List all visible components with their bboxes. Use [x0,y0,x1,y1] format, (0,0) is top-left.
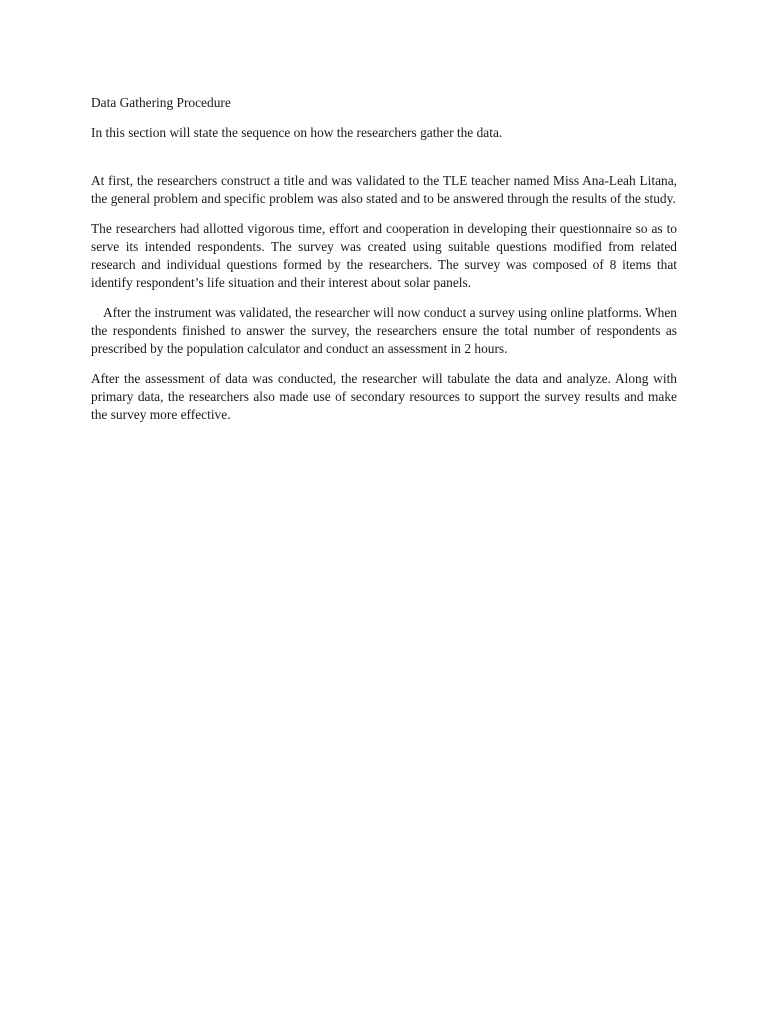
document-body [91,94,677,436]
paragraph-questionnaire: The researchers had allotted vigorous time, effort and cooperation in developing their questionnaire so as to serve its intended respondents. The survey was created using suitable questions modified from related research and individual questions formed by the researchers. The survey was composed of 8 items that identify respondent’s life situation and their interest about solar panels. [91,221,677,290]
paragraph-survey-conduct: After the instrument was validated, the researcher will now conduct a survey using online platforms. When the respondents finished to answer the survey, the researchers ensure the total number of respondents as prescribed by the population calculator and conduct an assessment in 2 hours. [91,305,677,356]
section-intro: In this section will state the sequence on how the researchers gather the data. [91,125,503,140]
section-heading: Data Gathering Procedure [91,95,231,110]
paragraph-assessment: After the assessment of data was conducted, the researcher will tabulate the data and analyze. Along with primary data, the researchers also made use of secondary resources to support the survey results and make the survey more effective. [91,371,677,422]
paragraph-title-validation: At first, the researchers construct a title and was validated to the TLE teacher named Miss Ana-Leah Litana, the general problem and specific problem was also stated and to be answered through the results of the study. [91,173,677,206]
